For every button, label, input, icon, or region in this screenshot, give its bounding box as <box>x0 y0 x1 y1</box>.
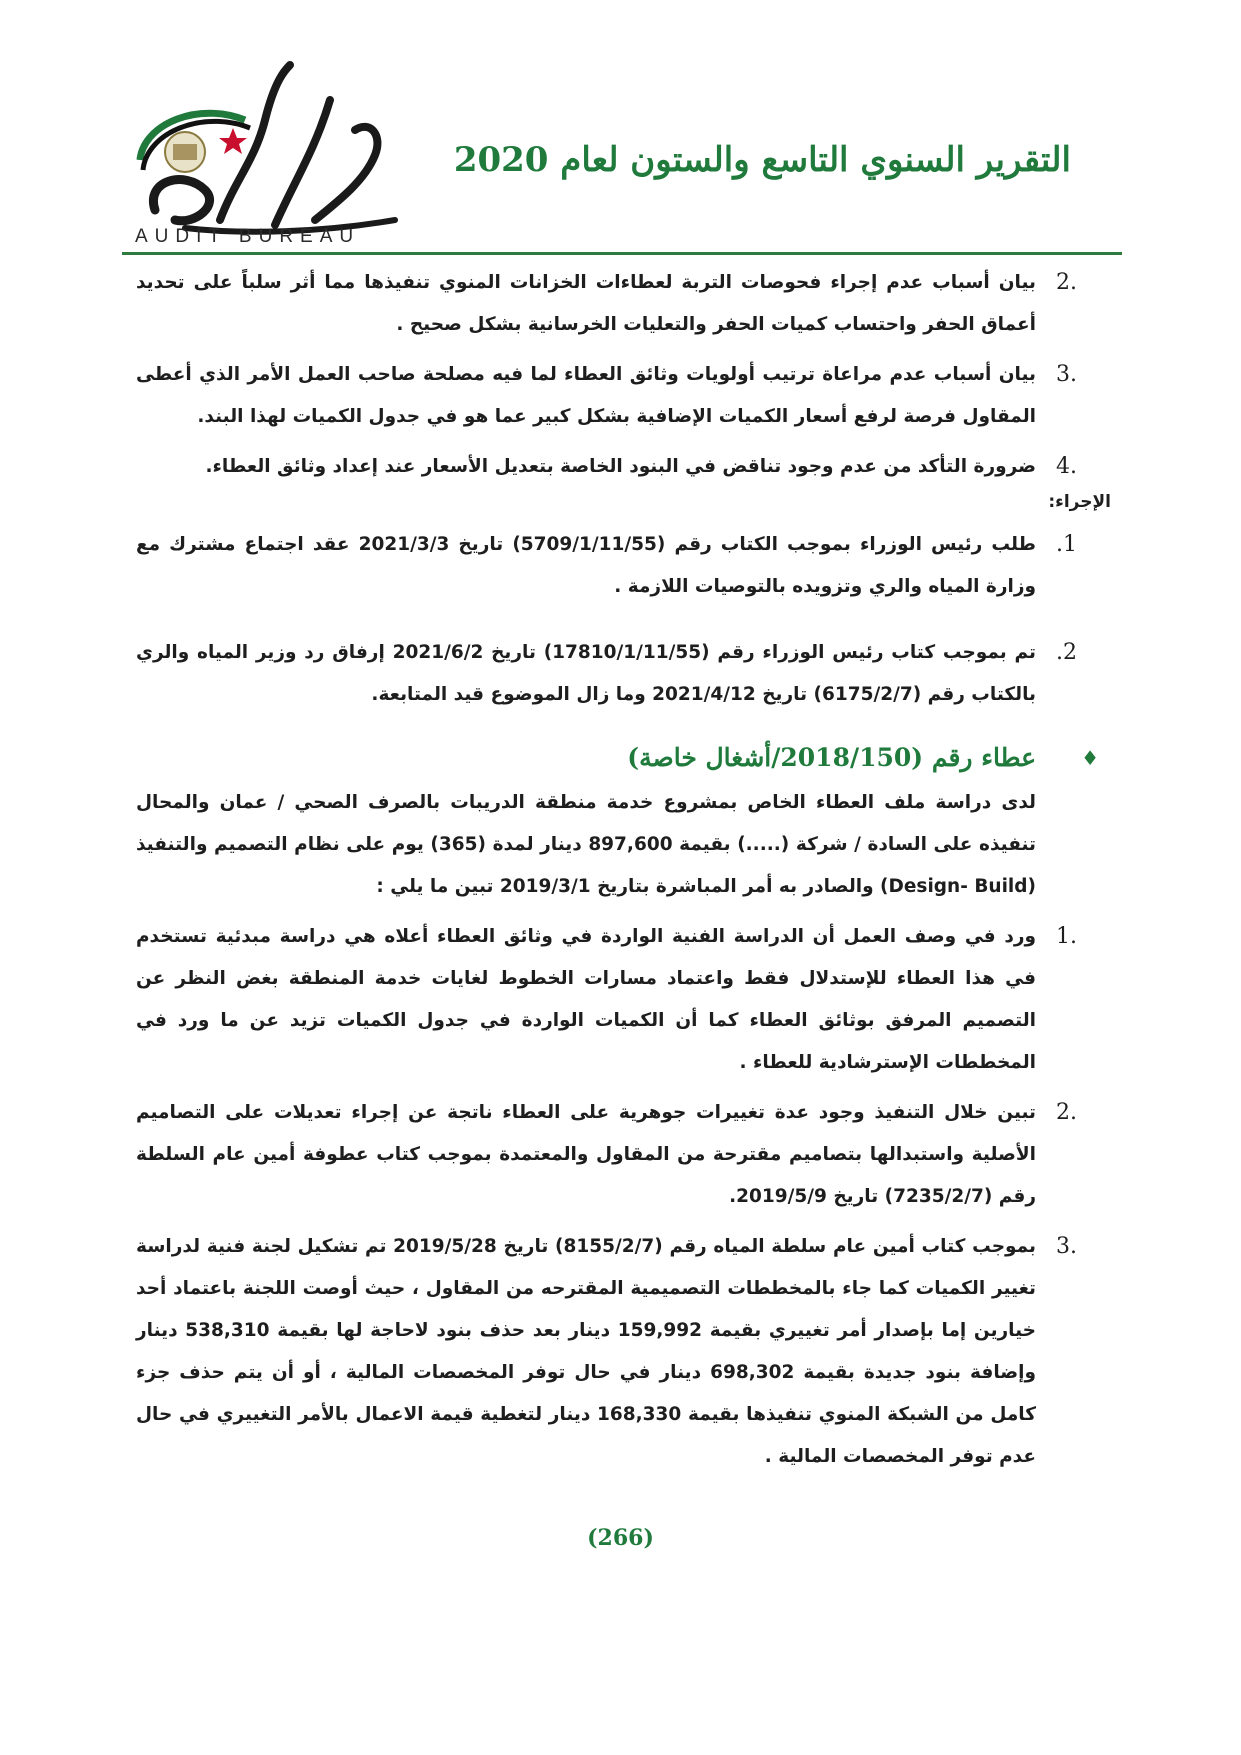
list-item <box>136 354 1111 438</box>
page-header <box>0 0 1241 262</box>
section-heading <box>136 734 1111 782</box>
item-number: .1 <box>1056 532 1077 557</box>
item-text: طلب رئيس الوزراء بموجب الكتاب رقم (5709/1/11/55) تاريخ 2021/3/3 عقد اجتماع مشترك مع وزارة المياه والري وتزويده بالتوصيات اللازمة . <box>136 534 1036 597</box>
item-number: 3. <box>1056 1234 1077 1259</box>
item-text: بيان أسباب عدم مراعاة ترتيب أولويات وثائق العطاء لما فيه مصلحة صاحب العمل الأمر الذي أعطى المقاول فرصة لرفع أسعار الكميات الإضافية بشكل كبير عما هو في جدول الكميات لهذا البند. <box>136 364 1036 427</box>
list-item <box>136 446 1111 488</box>
list-item <box>136 1092 1111 1218</box>
section-title: عطاء رقم (2018/150/أشغال خاصة) <box>627 743 1036 772</box>
item-text: ورد في وصف العمل أن الدراسة الفنية الواردة في وثائق العطاء أعلاه هي دراسة مبدئية تستخدم في هذا العطاء للإستدلال فقط واعتماد مسارات الخطوط لغايات خدمة المنطقة بغض النظر عن التصميم المرفق بوثائق العطاء كما أن الكميات الواردة في جدول الكميات تزيد عن ما ورد في المخططات الإسترشادية للعطاء . <box>136 926 1036 1073</box>
item-text: تبين خلال التنفيذ وجود عدة تغييرات جوهرية على العطاء ناتجة عن إجراء تعديلات على التصاميم الأصلية واستبدالها بتصاميم مقترحة من المقاول والمعتمدة بموجب كتاب عطوفة أمين عام السلطة رقم (7235/2/7) تاريخ 2019/5/9. <box>136 1102 1036 1207</box>
list-item <box>136 632 1111 716</box>
item-text: تم بموجب كتاب رئيس الوزراء رقم (17810/1/11/55) تاريخ 2021/6/2 إرفاق رد وزير المياه والري بالكتاب رقم (6175/2/7) تاريخ 2021/4/12 وما زال الموضوع قيد المتابعة. <box>136 642 1036 705</box>
diamond-bullet-icon: ♦ <box>1081 746 1099 770</box>
item-number: .2 <box>1056 640 1077 665</box>
list-item <box>136 262 1111 346</box>
item-number: 4. <box>1056 454 1077 479</box>
item-text: بموجب كتاب أمين عام سلطة المياه رقم (8155/2/7) تاريخ 2019/5/28 تم تشكيل لجنة فنية لدراسة تغيير الكميات كما جاء بالمخططات التصميمية المقترحه من المقاول ، حيث أوصت اللجنة باعتماد أحد خيارين إما بإصدار أمر تغييري بقيمة 159,992 دينار بعد حذف بنود لاحاجة لها بقيمة 538,310 دينار وإضافة بنود جديدة بقيمة 698,302 دينار في حال توفر المخصصات المالية ، أو أن يتم حذف جزء كامل من الشبكة المنوي تنفيذها بقيمة 168,330 دينار لتغطية قيمة الاعمال بالأمر التغييري في حال عدم توفر المخصصات المالية . <box>136 1236 1037 1467</box>
item-number: 2. <box>1056 270 1077 295</box>
audit-bureau-logo-icon <box>125 60 425 250</box>
section-intro: لدى دراسة ملف العطاء الخاص بمشروع خدمة منطقة الدريبات بالصرف الصحي / عمان والمحال تنفيذه على السادة / شركة (.....) بقيمة 897,600 دينار لمدة (365) يوم على نظام التصميم والتنفيذ (Design- Build) والصادر به أمر المباشرة بتاريخ 2019/3/1 تبين ما يلي : <box>136 792 1037 897</box>
report-title: التقرير السنوي التاسع والستون لعام 2020 <box>453 140 1071 180</box>
page-content <box>136 262 1111 1478</box>
item-number: 3. <box>1056 362 1077 387</box>
logo-caption: AUDIT BUREAU <box>135 226 361 247</box>
header-divider <box>122 252 1122 255</box>
list-item <box>136 1226 1111 1478</box>
item-number: 2. <box>1056 1100 1077 1125</box>
list-item <box>136 916 1111 1084</box>
page-number: (266) <box>587 1525 654 1551</box>
list-item <box>136 524 1111 608</box>
item-text: ضرورة التأكد من عدم وجود تناقض في البنود الخاصة بتعديل الأسعار عند إعداد وثائق العطاء. <box>205 456 1036 477</box>
action-label: الإجراء: <box>1048 492 1111 512</box>
item-text: بيان أسباب عدم إجراء فحوصات التربة لعطاءات الخزانات المنوي تنفيذها مما أثر سلباً على تحديد أعماق الحفر واحتساب كميات الحفر والتعليات الخرسانية بشكل صحيح . <box>136 272 1036 335</box>
item-number: 1. <box>1056 924 1077 949</box>
